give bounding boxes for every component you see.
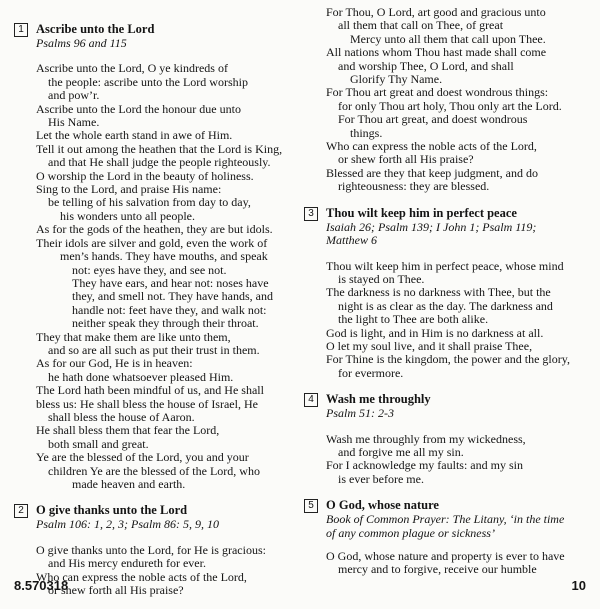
text-line: and that He shall judge the people righteously. [48,155,271,170]
text-line: For Thou, O Lord, art good and gracious unto [326,5,546,19]
text-line: men’s hands. They have mouths, and speak [60,249,268,264]
anthem-3-header [304,206,596,221]
anthem-5-header [304,498,596,513]
text-line: Glorify Thy Name. [350,72,443,87]
left-column [14,22,304,609]
text-line: Sing to the Lord, and praise His name: [36,182,222,197]
text-line: righteousness: they are blessed. [338,179,490,194]
text-line: His Name. [48,115,100,130]
text-line: O worship the Lord in the beauty of holiness. [36,168,254,183]
text-line: They have ears, and hear not: noses have [72,275,269,290]
text-line: the people: ascribe unto the Lord worship [48,74,248,89]
text-line: for evermore. [338,365,404,380]
text-line: children Ye are the blessed of the Lord, who [48,463,260,478]
text-line: For Thine is the kingdom, the power and the glory, [326,352,570,367]
text-line: All nations whom Thou hast made shall come [326,45,547,60]
anthem-3-title: Thou wilt keep him in perfect peace [326,205,517,220]
text-line: be telling of his salvation from day to day, [48,195,251,210]
text-line: As for our God, He is in heaven: [36,356,193,371]
text-line: O let my soul live, and it shall praise Thee, [326,338,533,353]
text-line: bless us: He shall bless the house of Israel, He [36,396,258,411]
text-line: for only Thou art holy, Thou only art the Lord. [338,98,562,113]
text-line: Who can express the noble acts of the Lord, [326,139,537,154]
anthem-5-text [326,550,596,577]
text-line: is ever before me. [338,471,424,486]
text-line: or shew forth all His praise? [48,583,184,598]
text-line: and His mercy endureth for ever. [48,556,206,571]
text-line: both small and great. [48,436,149,451]
text-line: They that make them are like unto them, [36,329,231,344]
anthem-1-number: 1 [14,23,28,37]
text-line: night is as clear as the day. The darkness and [338,298,553,313]
anthem-3-number: 3 [304,207,318,221]
text-line: his wonders unto all people. [60,208,195,223]
text-line: shall bless the house of Aaron. [48,409,195,424]
text-line: For Thou art great, and doest wondrous [338,112,528,127]
text-line: Blessed are they that keep judgment, and do [326,165,538,180]
text-line: Thou wilt keep him in perfect peace, whose mind [326,258,564,273]
anthem-4-title: Wash me throughly [326,392,431,407]
anthem-5-number: 5 [304,499,318,513]
anthem-4-reference: Psalm 51: 2-3 [326,406,394,421]
text-line: the light to Thee are both alike. [338,312,489,327]
text-line: Ascribe unto the Lord the honour due unto [36,101,241,116]
text-line: things. [350,125,383,140]
text-line: Their idols are silver and gold, even the work of [36,235,268,250]
text-line: and so are all such as put their trust in them. [48,342,260,357]
anthem-2-title: O give thanks unto the Lord [36,503,188,518]
anthem-3 [304,206,596,380]
anthem-2-text-continued [326,6,596,194]
text-line: O give thanks unto the Lord, for He is gracious: [36,542,266,557]
text-line: Mercy unto all them that call upon Thee. [350,31,546,46]
text-line: and forgive me all my sin. [338,444,464,459]
anthem-3-text [326,260,596,381]
anthem-1 [14,22,304,491]
text-line: and worship Thee, O Lord, and shall [338,58,514,73]
text-line: The Lord hath been mindful of us, and He shall [36,383,264,398]
anthem-1-text [36,62,304,491]
anthem-1-reference: Psalms 96 and 115 [36,36,127,50]
text-line: all them that call on Thee, of great [338,18,504,33]
text-line: mercy and to forgive, receive our humble [338,562,537,577]
text-line: Let the whole earth stand in awe of Him. [36,128,233,143]
text-line: they, and smell not. They have hands, and [72,289,273,304]
anthem-4-number: 4 [304,393,318,407]
catalog-number: 8.570318 [14,578,69,593]
text-line: neither speak they through their throat. [72,316,259,331]
anthem-2-reference: Psalm 106: 1, 2, 3; Psalm 86: 5, 9, 10 [36,517,219,532]
text-line: he hath done whatsoever pleased Him. [48,369,234,384]
anthem-1-header [14,22,304,37]
anthem-4 [304,392,596,486]
right-column [308,5,596,589]
text-line: For I acknowledge my faults: and my sin [326,458,523,473]
anthem-1-title: Ascribe unto the Lord [36,22,155,36]
text-line: and pow’r. [48,88,100,103]
anthem-5-reference: Book of Common Prayer: The Litany, ‘in the time [326,512,565,527]
text-line: is stayed on Thee. [338,271,425,286]
anthem-5-title: O God, whose nature [326,498,439,513]
page-number: 10 [571,578,586,593]
text-line: made heaven and earth. [72,477,186,491]
text-line: or shew forth all His praise? [338,152,474,167]
text-line: As for the gods of the heathen, they are but idols. [36,222,273,237]
text-line: Ye are the blessed of the Lord, you and your [36,450,249,465]
text-line: Ascribe unto the Lord, O ye kindreds of [36,61,228,76]
anthem-4-text [326,433,596,487]
anthem-3-reference-cont: Matthew 6 [326,233,377,248]
anthem-2-continued [326,6,596,194]
text-line: Tell it out among the heathen that the Lord is King, [36,141,283,156]
text-line: For Thou art great and doest wondrous things: [326,85,549,100]
text-line: not: eyes have they, and see not. [72,262,227,277]
text-line: handle not: feet have they, and walk not: [72,302,267,317]
anthem-4-header [304,392,596,407]
anthem-2-text [36,544,304,598]
anthem-5-reference-cont: of any common plague or sickness’ [326,525,495,540]
text-line: Wash me throughly from my wickedness, [326,431,526,446]
text-line: Who can express the noble acts of the Lord, [36,569,247,584]
anthem-2-number: 2 [14,504,28,518]
anthem-2-header [14,503,304,518]
text-line: The darkness is no darkness with Thee, but the [326,285,551,300]
text-line: He shall bless them that fear the Lord, [36,423,220,438]
anthem-5 [304,498,596,577]
anthem-3-reference: Isaiah 26; Psalm 139; I John 1; Psalm 119; [326,219,537,234]
text-line: God is light, and in Him is no darkness at all. [326,325,544,340]
text-line: O God, whose nature and property is ever to have [326,549,565,563]
